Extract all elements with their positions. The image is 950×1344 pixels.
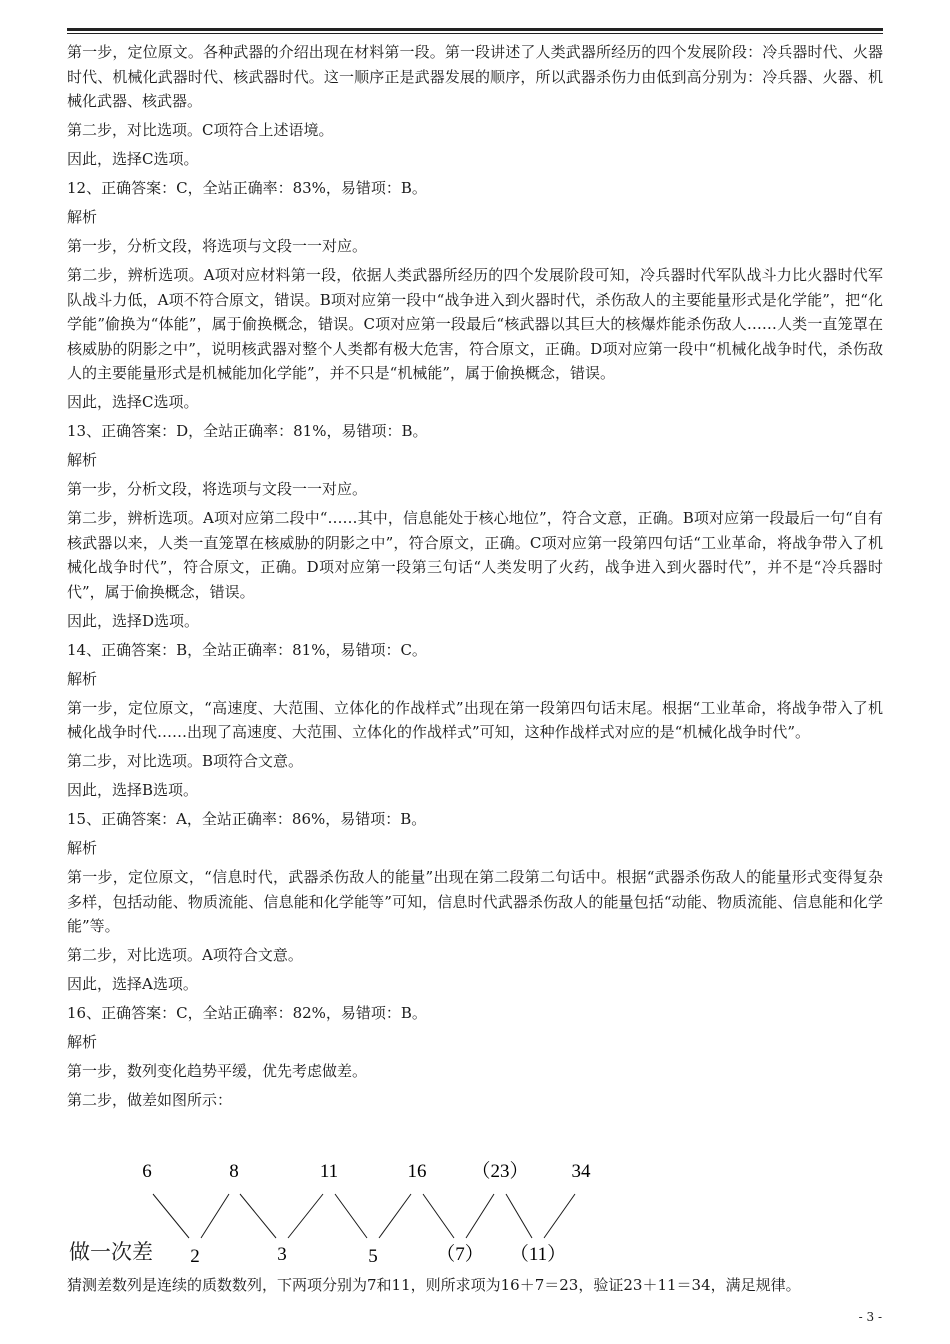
analysis-heading: 解析 [67, 1033, 98, 1051]
conclusion-paragraph: 猜测差数列是连续的质数数列，下两项分别为7和11，则所求项为16＋7＝23，验证23＋11＝34，满足规律。 [67, 1276, 801, 1294]
paragraph: 因此，选择C选项。 [67, 393, 199, 411]
difference-term: （11） [509, 1244, 567, 1265]
header-rule-thin [67, 33, 883, 34]
paragraph: 第一步，定位原文。各种武器的介绍出现在材料第一段。第一段讲述了人类武器所经历的四个发展阶段：冷兵器时代、火器时代、机械化武器时代、核武器时代。这一顺序正是武器发展的顺序，所以武器杀伤力由低到高分别为：冷兵器、火器、机械化武器、核武器。 [67, 43, 883, 110]
paragraph: 因此，选择B选项。 [67, 781, 199, 799]
paragraph: 第二步，做差如图所示： [67, 1091, 233, 1109]
difference-diagram [67, 1150, 627, 1272]
paragraph: 第二步，辨析选项。A项对应第二段中“……其中，信息能处于核心地位”，符合文意，正确。B项对应第一段最后一句“自有核武器以来，人类一直笼罩在核威胁的阴影之中”，符合原文，正确。C项对应第一段第四句话“工业革命，将战争带入了机械化战争时代”，符合原文，正确。D项对应第一段第三句话“人类发明了火药，战争进入到火器时代”，并不是“冷兵器时代”，属于偷换概念，错误。 [67, 509, 883, 601]
sequence-term: （23） [471, 1161, 529, 1182]
paragraph: 第一步，定位原文，“高速度、大范围、立体化的作战样式”出现在第一段第四句话末尾。根据“工业革命，将战争带入了机械化战争时代……出现了高速度、大范围、立体化的作战样式”可知，这种作战样式对应的是“机械化战争时代”。 [67, 698, 883, 741]
analysis-heading: 解析 [67, 839, 98, 857]
paragraph: 第一步，数列变化趋势平缓，优先考虑做差。 [67, 1062, 368, 1080]
sequence-term: 34 [571, 1161, 591, 1182]
difference-term: 5 [368, 1246, 378, 1267]
difference-term: 2 [190, 1246, 200, 1267]
paragraph: 第一步，分析文段，将选项与文段一一对应。 [67, 237, 368, 255]
paragraph: 第一步，分析文段，将选项与文段一一对应。 [67, 480, 368, 498]
paragraph: 第二步，对比选项。A项符合文意。 [67, 946, 303, 964]
paragraph: 第二步，对比选项。B项符合文意。 [67, 752, 304, 770]
paragraph: 因此，选择D选项。 [67, 611, 200, 630]
sequence-term: 11 [319, 1161, 339, 1182]
connector-line [153, 1194, 189, 1238]
answer-line-15: 15、正确答案：A，全站正确率：86%，易错项：B。 [67, 810, 427, 828]
connector-line [201, 1194, 229, 1238]
connector-line [423, 1194, 454, 1238]
analysis-heading: 解析 [67, 451, 98, 469]
paragraph: 第二步，辨析选项。A项对应材料第一段，依据人类武器所经历的四个发展阶段可知，冷兵器时代军队战斗力比火器时代军队战斗力低，A项不符合原文，错误。B项对应第一段中“战争进入到火器时代，杀伤敌人的主要能量形式是化学能”，把“化学能”偷换为“体能”，属于偷换概念，错误。C项对应第一段最后“核武器以其巨大的核爆炸能杀伤敌人……人类一直笼罩在核威胁的阴影之中”，说明核武器对整个人类都有极大危害，符合原文，正确。D项对应第一段中“机械化战争时代，杀伤敌人的主要能量形式是机械能加化学能”，并不只是“机械能”，属于偷换概念，错误。 [67, 266, 883, 382]
paragraph: 因此，选择C选项。 [67, 150, 199, 168]
paragraph: 第一步，定位原文，“信息时代，武器杀伤敌人的能量”出现在第二段第二句话中。根据“武器杀伤敌人的能量形式变得复杂多样，包括动能、物质流能、信息能和化学能等”可知，信息时代武器杀伤敌人的能量包括“动能、物质流能、信息能和化学能”等。 [67, 868, 883, 935]
connector-line [466, 1194, 494, 1238]
page-number: - 3 - [858, 1310, 882, 1324]
connector-line [506, 1194, 532, 1238]
connector-line [335, 1194, 367, 1238]
difference-term: 3 [277, 1244, 287, 1265]
paragraph: 第二步，对比选项。C项符合上述语境。 [67, 121, 334, 139]
answer-line-14: 14、正确答案：B，全站正确率：81%，易错项：C。 [67, 640, 427, 659]
connector-line [288, 1194, 323, 1238]
answer-line-12: 12、正确答案：C，全站正确率：83%，易错项：B。 [67, 179, 427, 197]
sequence-term: 6 [142, 1161, 152, 1182]
sequence-term: 8 [229, 1161, 239, 1182]
diagram-label: 做一次差 [69, 1240, 153, 1264]
header-rule-thick [67, 28, 883, 31]
connector-line [544, 1194, 575, 1238]
paragraph: 因此，选择A选项。 [67, 975, 198, 993]
answer-explanations [67, 40, 883, 1117]
analysis-heading: 解析 [67, 208, 98, 226]
difference-term: （7） [436, 1244, 484, 1265]
answer-line-16: 16、正确答案：C，全站正确率：82%，易错项：B。 [67, 1004, 427, 1022]
analysis-heading: 解析 [67, 669, 98, 688]
connector-line [379, 1194, 411, 1238]
sequence-term: 16 [407, 1161, 427, 1182]
answer-line-13: 13、正确答案：D，全站正确率：81%，易错项：B。 [67, 422, 428, 440]
connector-line [240, 1194, 276, 1238]
